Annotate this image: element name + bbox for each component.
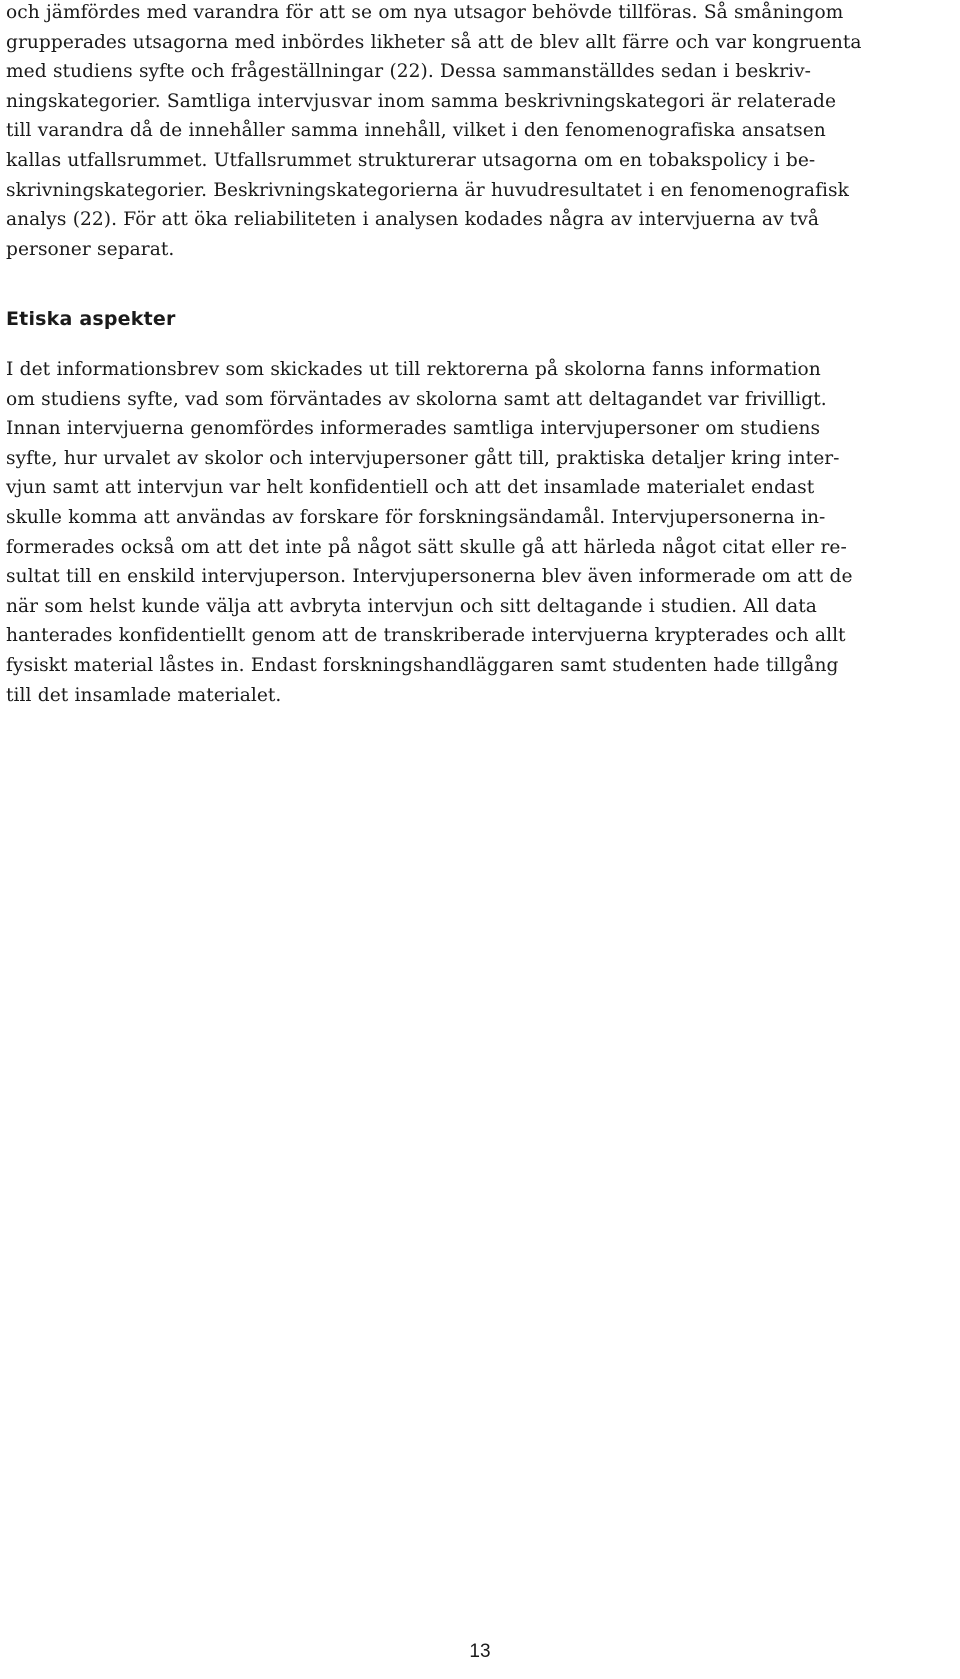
section-heading-etiska-aspekter: Etiska aspekter <box>6 308 176 330</box>
text-line: formerades också om att det inte på något sätt skulle gå att härleda något citat eller re- <box>6 536 847 558</box>
text-line: Innan intervjuerna genomfördes informerades samtliga intervjupersoner om studiens <box>6 418 821 440</box>
paragraph-analysis <box>6 0 941 264</box>
text-line: analys (22). För att öka reliabiliteten i analysen kodades några av intervjuerna av två <box>6 209 820 231</box>
text-line: till det insamlade materialet. <box>6 684 282 706</box>
text-line: personer separat. <box>6 238 175 260</box>
text-line: om studiens syfte, vad som förväntades av skolorna samt att deltagandet var frivilligt. <box>6 388 827 410</box>
text-line: kallas utfallsrummet. Utfallsrummet strukturerar utsagorna om en tobakspolicy i be- <box>6 149 816 171</box>
text-line: ningskategorier. Samtliga intervjusvar inom samma beskrivningskategori är relaterade <box>6 90 837 112</box>
paragraph-ethics <box>6 355 941 710</box>
text-line: och jämfördes med varandra för att se om nya utsagor behövde tillföras. Så småningom <box>6 2 844 23</box>
text-line: sultat till en enskild intervjuperson. Intervjupersonerna blev även informerade om att de <box>6 566 853 588</box>
text-line: grupperades utsagorna med inbördes likheter så att de blev allt färre och var kongruenta <box>6 31 862 53</box>
text-line: vjun samt att intervjun var helt konfidentiell och att det insamlade materialet endast <box>6 477 815 499</box>
text-line: I det informationsbrev som skickades ut till rektorerna på skolorna fanns information <box>6 359 821 380</box>
text-line: hanterades konfidentiellt genom att de transkriberade intervjuerna krypterades och allt <box>6 625 846 647</box>
text-line: när som helst kunde välja att avbryta intervjun och sitt deltagande i studien. All data <box>6 595 817 617</box>
text-line: skulle komma att användas av forskare för forskningsändamål. Intervjupersonerna in- <box>6 506 826 528</box>
text-line: fysiskt material låstes in. Endast forskningshandläggaren samt studenten hade tillgång <box>6 654 839 676</box>
text-line: till varandra då de innehåller samma innehåll, vilket i den fenomenografiska ansatsen <box>6 120 826 142</box>
text-line: skrivningskategorier. Beskrivningskategorierna är huvudresultatet i en fenomenografisk <box>6 179 849 201</box>
page-number: 13 <box>469 1641 491 1662</box>
text-line: syfte, hur urvalet av skolor och intervjupersoner gått till, praktiska detaljer kring inter- <box>6 447 840 469</box>
text-line: med studiens syfte och frågeställningar (22). Dessa sammanställdes sedan i beskriv- <box>6 61 812 83</box>
